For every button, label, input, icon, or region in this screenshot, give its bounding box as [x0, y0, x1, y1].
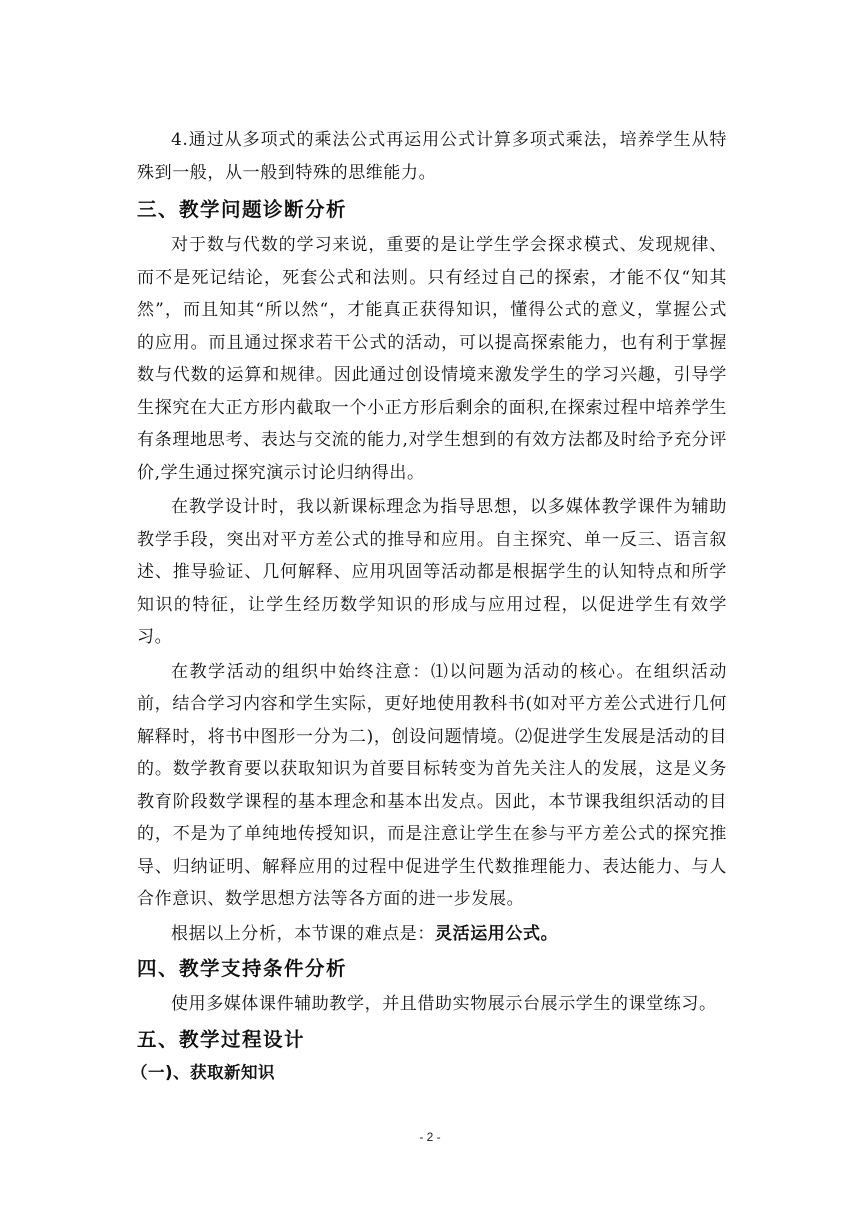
subsection-heading-5-1: （一)、获取新知识	[131, 1062, 276, 1082]
section-3-paragraph-2: 在教学设计时，我以新课标理念为指导思想，以多媒体教学课件为辅助教学手段，突出对平方差公式的推导和应用。自主探究、单一反三、语言叙述、推导验证、几何解释、应用巩固等活动都是根据学生的认知特点和所学知识的特征，让学生经历数学知识的形成与应用过程，以促进学生有效学习。	[137, 497, 727, 647]
page-number: - 2 -	[419, 1130, 441, 1144]
section-3-paragraph-3: 在教学活动的组织中始终注意：⑴以问题为活动的核心。在组织活动前，结合学习内容和学生实际，更好地使用教科书(如对平方差公式进行几何解释时，将书中图形一分为二)，创设问题情境。⑵促进学生发展是活动的目的。数学教育要以获取知识为首要目标转变为首先关注人的发展，这是义务教育阶段数学课程的基本理念和基本出发点。因此，本节课我组织活动的目的，不是为了单纯地传授知识，而是注意让学生在参与平方差公式的探究推导、归纳证明、解释应用的过程中促进学生代数推理能力、表达能力、与人合作意识、数学思想方法等各方面的进一步发展。	[137, 661, 727, 909]
section-heading-4: 四、教学支持条件分析	[137, 957, 348, 980]
page-content	[131, 124, 727, 1087]
objective-paragraph: 4.通过从多项式的乘法公式再运用公式计算多项式乘法，培养学生从特殊到一般，从一般到特殊的思维能力。	[137, 130, 727, 183]
section-heading-3: 三、教学问题诊断分析	[137, 198, 348, 221]
section-heading-5: 五、教学过程设计	[137, 1027, 306, 1051]
difficulty-highlight: 灵活运用公式。	[435, 923, 559, 944]
section-4-paragraph-1: 使用多媒体课件辅助教学，并且借助实物展示台展示学生的课堂练习。	[171, 994, 717, 1014]
section-3-paragraph-1: 对于数与代数的学习来说，重要的是让学生学会探求模式、发现规律、而不是死记结论，死套公式和法则。只有经过自己的探索，才能不仅“知其然”，而且知其“所以然“，才能真正获得知识，懂得公式的意义，掌握公式的应用。而且通过探求若干公式的活动，可以提高探索能力，也有利于掌握数与代数的运算和规律。因此通过创设情境来激发学生的学习兴趣，引导学生探究在大正方形内截取一个小正方形后剩余的面积,在探索过程中培养学生有条理地思考、表达与交流的能力,对学生想到的有效方法都及时给予充分评价,学生通过探究演示讨论归纳得出。	[137, 235, 727, 483]
difficulty-prefix: 根据以上分析，本节课的难点是：	[171, 923, 435, 944]
section-3-paragraph-4	[137, 918, 727, 951]
